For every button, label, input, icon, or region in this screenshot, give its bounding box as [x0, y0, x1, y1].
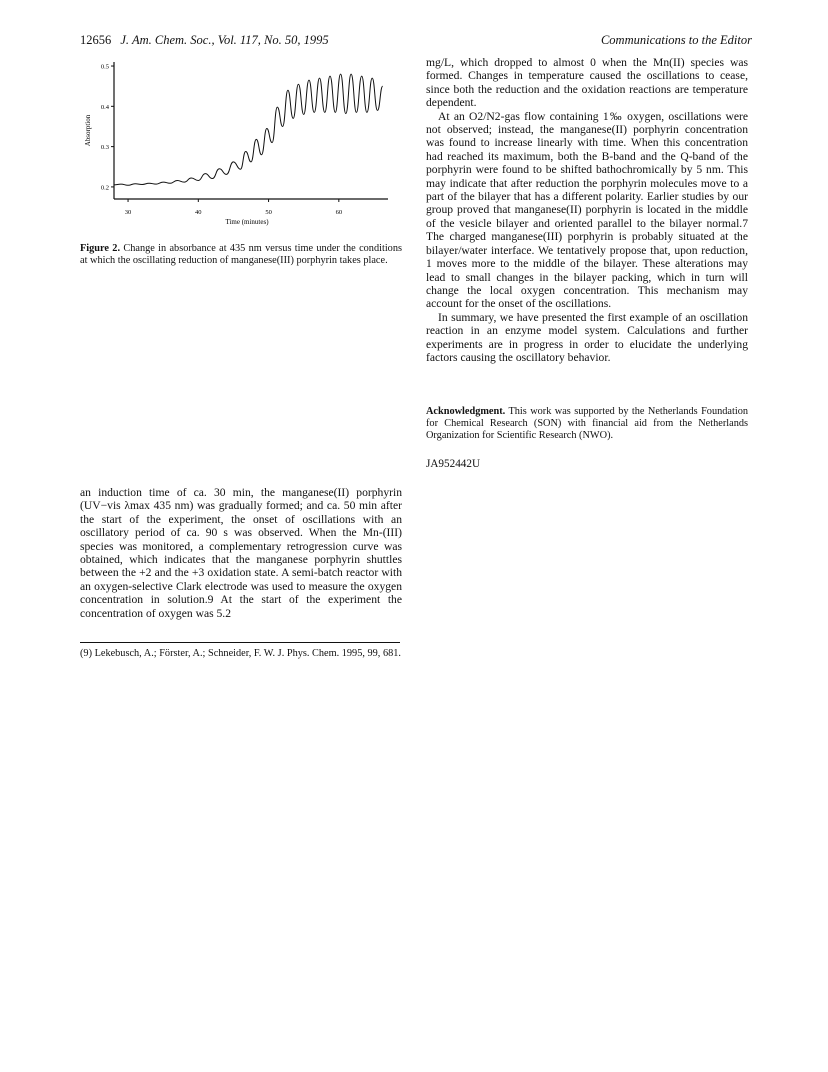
right-column [426, 56, 748, 364]
footnote-9: (9) Lekebusch, A.; Förster, A.; Schneider, F. W. J. Phys. Chem. 1995, 99, 681. [80, 648, 401, 659]
caption-text: Change in absorbance at 435 nm versus time under the conditions at which the oscillating reduction of manganese(III) porphyrin takes place. [80, 243, 402, 267]
x-tick-label: 40 [195, 209, 202, 216]
paragraph-right-3: In summary, we have presented the first example of an oscillation reaction in an enzyme model system. Calculations and further experiments are in progress in order to elucidate the underlying factors causing the oscillatory behavior. [426, 310, 748, 364]
paragraph-left-1: an induction time of ca. 30 min, the manganese(II) porphyrin (UV−vis λmax 435 nm) was gradually formed; and ca. 50 min after the start of the experiment, the onset of oscillations with an oscillatory period of ca. 90 s was observed. When the Mn-(III) species was monitored, a complementary retrogression curve was obtained, which indicates that the manganese porphyrin shuttles between the +2 and the +3 oxidation state. A semi-batch reactor with an oxygen-selective Clark electrode was used to measure the oxygen concentration in solution.9 At the start of the experiment the concentration of oxygen was 5.2 [80, 486, 402, 620]
paragraph-right-1: mg/L, which dropped to almost 0 when the Mn(II) species was formed. Changes in temperature caused the oscillations to cease, since both the reduction and the oxidation reactions are temperature dependent. [426, 56, 748, 110]
y-tick-label: 0.3 [100, 144, 109, 152]
footnote [80, 648, 402, 660]
paragraph-right-2: At an O2/N2-gas flow containing 1‰ oxygen, oscillations were not observed; instead, the manganese(II) porphyrin concentration was found to increase linearly with time. When this concentration had reached its maximum, both the B-band and the Q-band of the porphyrin were found to be shifted bathochromically by 5 nm. This may indicate that after reduction the porphyrin molecules move to a part of the bilayer that has a different polarity. Earlier studies by our group proved that manganese(II) porphyrin is located in the middle of the vesicle bilayer and oriented parallel to the bilayer normal.7 The charged manganese(III) porphyrin is probably situated at the bilayer/water interface. We tentatively propose that, upon reduction, 1 moves more to the middle of the bilayer. These alterations may lead to small changes in the bilayer packing, which in turn will change the local oxygen concentration. This mechanism may account for the onset of the oscillations. [426, 109, 748, 311]
acknowledgment-text: This work was supported by the Netherlands Foundation for Chemical Research (SON) with financial aid from the Netherlands Organization for Scientific Research (NWO). [426, 406, 748, 442]
x-tick-label: 30 [124, 209, 132, 216]
y-axis-label: Absorption [84, 114, 92, 147]
figure-2 [80, 56, 410, 241]
caption-label: Figure 2. [80, 243, 121, 254]
y-tick-label: 0.4 [100, 103, 109, 111]
acknowledgment-label: Acknowledgment. [426, 406, 506, 417]
journal-citation: J. Am. Chem. Soc., Vol. 117, No. 50, 1995 [120, 33, 329, 47]
absorbance-chart [80, 56, 410, 241]
y-tick-label: 0.5 [100, 63, 109, 71]
page-number: 12656 [80, 33, 112, 47]
x-tick-label: 60 [335, 209, 343, 216]
section-title: Communications to the Editor [600, 33, 752, 47]
left-column [80, 486, 402, 620]
acknowledgment [426, 406, 748, 443]
document-id: JA952442U [426, 458, 481, 470]
series-line-1 [114, 74, 383, 185]
running-header-left [80, 33, 329, 48]
footnote-rule [80, 642, 400, 643]
figure-caption [80, 243, 402, 267]
x-tick-label: 50 [265, 209, 272, 216]
x-axis-label: Time (minutes) [225, 218, 269, 226]
y-tick-label: 0.2 [100, 184, 109, 192]
